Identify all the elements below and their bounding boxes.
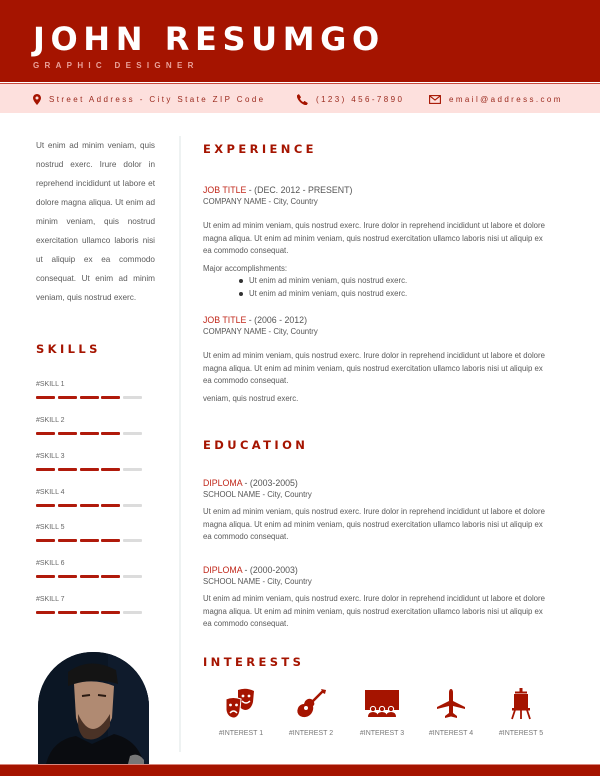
job-extra-text: veniam, quis nostrud exerc. bbox=[203, 393, 299, 403]
skill-label: #SKILL 2 bbox=[36, 417, 65, 424]
job-title-line bbox=[203, 184, 548, 196]
degree-line bbox=[203, 477, 548, 489]
skill-rating bbox=[36, 611, 146, 614]
job-entry bbox=[203, 184, 548, 301]
skill-rating bbox=[36, 468, 146, 471]
theater-masks-icon bbox=[224, 688, 258, 720]
interests-heading: INTERESTS bbox=[203, 655, 305, 669]
skill-item bbox=[36, 559, 146, 578]
contact-phone bbox=[297, 84, 404, 114]
accomplishment-item: Ut enim ad minim veniam, quis nostrud exerc. bbox=[237, 288, 548, 301]
job-dates: - (DEC. 2012 - PRESENT) bbox=[246, 185, 353, 195]
skill-item bbox=[36, 380, 146, 399]
interest-item bbox=[352, 688, 412, 738]
skill-rating bbox=[36, 504, 146, 507]
degree-dates: - (2000-2003) bbox=[242, 565, 298, 575]
contact-bar bbox=[0, 83, 600, 113]
job-description: Ut enim ad minim veniam, quis nostrud exerc. Irure dolor in reprehend incididunt ut labore et dolore magna aliqua. Ut enim ad minim veniam, quis nostrud exercitation ullamco laboris nisi ut aliquip ex ea commodo consequat. bbox=[203, 221, 545, 256]
job-role: JOB TITLE bbox=[203, 315, 247, 325]
interest-item bbox=[281, 688, 341, 738]
candidate-title: GRAPHIC DESIGNER bbox=[33, 61, 199, 70]
accomplishments-list bbox=[237, 275, 548, 300]
degree-name: DIPLOMA bbox=[203, 478, 243, 488]
cinema-icon bbox=[364, 688, 400, 720]
skill-label: #SKILL 7 bbox=[36, 596, 65, 603]
resume-header bbox=[0, 0, 600, 82]
job-dates: - (2006 - 2012) bbox=[246, 315, 307, 325]
skill-item bbox=[36, 595, 146, 614]
interest-item bbox=[421, 688, 481, 738]
skill-rating bbox=[36, 396, 146, 399]
accomplishments-label: Major accomplishments: bbox=[203, 263, 288, 273]
easel-icon bbox=[504, 688, 538, 720]
education-description: Ut enim ad minim veniam, quis nostrud exerc. Irure dolor in reprehend incididunt ut labore et dolore magna aliqua. Ut enim ad minim veniam, quis nostrud exercitation ullamco laboris nisi ut aliquip ex ea commodo consequat. bbox=[203, 594, 545, 629]
skill-item bbox=[36, 452, 146, 471]
skill-label: #SKILL 3 bbox=[36, 453, 65, 460]
degree-name: DIPLOMA bbox=[203, 565, 243, 575]
skill-label: #SKILL 6 bbox=[36, 560, 65, 567]
skill-item bbox=[36, 416, 146, 435]
column-divider bbox=[179, 136, 181, 752]
email-text[interactable]: email@address.com bbox=[449, 94, 563, 104]
interest-label: #INTEREST 4 bbox=[428, 730, 474, 737]
skill-item bbox=[36, 488, 146, 507]
contact-email[interactable] bbox=[429, 84, 563, 114]
school-line: SCHOOL NAME - City, Country bbox=[203, 490, 312, 499]
footer-bar bbox=[0, 764, 600, 776]
interest-label: #INTEREST 3 bbox=[359, 730, 405, 737]
map-pin-icon bbox=[33, 94, 41, 105]
skill-rating bbox=[36, 432, 146, 435]
accomplishment-item: Ut enim ad minim veniam, quis nostrud exerc. bbox=[237, 275, 548, 288]
airplane-icon bbox=[434, 688, 468, 720]
interest-item bbox=[211, 688, 271, 738]
education-entry bbox=[203, 477, 548, 544]
candidate-name: JOHN RESUMGO bbox=[33, 20, 385, 58]
interest-label: #INTEREST 5 bbox=[498, 730, 544, 737]
contact-address bbox=[33, 84, 266, 114]
degree-dates: - (2003-2005) bbox=[242, 478, 298, 488]
job-role: JOB TITLE bbox=[203, 185, 247, 195]
education-description: Ut enim ad minim veniam, quis nostrud exerc. Irure dolor in reprehend incididunt ut labore et dolore magna aliqua. Ut enim ad minim veniam, quis nostrud exercitation ullamco laboris nisi ut aliquip ex ea commodo consequat. bbox=[203, 507, 545, 542]
experience-heading: EXPERIENCE bbox=[203, 142, 317, 156]
skills-heading: SKILLS bbox=[36, 342, 101, 356]
guitar-icon bbox=[294, 688, 328, 720]
address-text: Street Address - City State ZIP Code bbox=[49, 94, 266, 104]
education-heading: EDUCATION bbox=[203, 438, 309, 452]
interest-label: #INTEREST 2 bbox=[288, 730, 334, 737]
envelope-icon bbox=[429, 95, 441, 104]
skill-label: #SKILL 4 bbox=[36, 489, 65, 496]
skill-rating bbox=[36, 539, 146, 542]
interest-label: #INTEREST 1 bbox=[218, 730, 264, 737]
skill-item bbox=[36, 523, 146, 542]
job-entry bbox=[203, 314, 548, 405]
skill-label: #SKILL 5 bbox=[36, 524, 65, 531]
skill-label: #SKILL 1 bbox=[36, 381, 65, 388]
profile-photo bbox=[38, 652, 149, 764]
summary-text: Ut enim ad minim veniam, quis nostrud exerc. Irure dolor in reprehend incididunt ut labore et dolore magna aliqua. Ut enim ad minim veniam, quis nostrud exercitation ullamco laboris nisi ut aliquip ex ea commodo consequat. Ut enim ad minim veniam, quis nostrud exerc. bbox=[36, 141, 155, 302]
phone-text: (123) 456-7890 bbox=[316, 94, 405, 104]
school-line: SCHOOL NAME - City, Country bbox=[203, 577, 312, 586]
company-line: COMPANY NAME - City, Country bbox=[203, 327, 318, 336]
phone-icon bbox=[297, 94, 308, 105]
degree-line bbox=[203, 564, 548, 576]
person-silhouette-icon bbox=[38, 652, 149, 764]
interest-item bbox=[491, 688, 551, 738]
skill-rating bbox=[36, 575, 146, 578]
company-line: COMPANY NAME - City, Country bbox=[203, 197, 318, 206]
job-title-line bbox=[203, 314, 548, 326]
job-description: Ut enim ad minim veniam, quis nostrud exerc. Irure dolor in reprehend incididunt ut labore et dolore magna aliqua. Ut enim ad minim veniam, quis nostrud exercitation ullamco laboris nisi ut aliquip ex ea commodo consequat. bbox=[203, 351, 545, 386]
education-entry bbox=[203, 564, 548, 631]
